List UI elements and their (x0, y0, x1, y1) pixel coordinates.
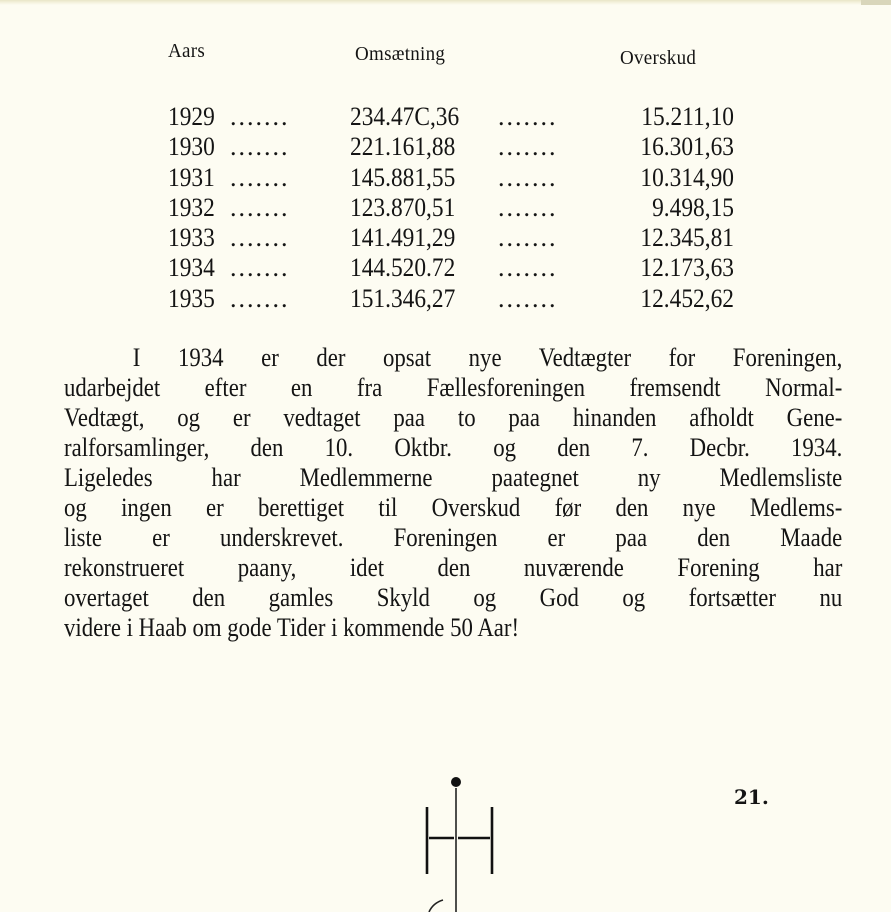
paragraph-line: Vedtægt, og er vedtaget paa to paa hinanden afholdt Gene- (64, 402, 843, 432)
row-leader: ....... (498, 132, 558, 162)
row-leader: ....... (498, 162, 558, 192)
row-surplus: 16.301,63 (640, 132, 734, 162)
row-turnover: 141.491,29 (350, 223, 456, 253)
ornament-dot (451, 777, 461, 787)
paragraph-line: liste er underskrevet. Foreningen er paa den Maade (64, 522, 843, 552)
page-number: 21. (734, 785, 769, 809)
page-corner-edge (861, 0, 891, 5)
row-leader: ....... (230, 223, 290, 253)
row-turnover: 221.161,88 (350, 132, 456, 162)
row-leader: ....... (498, 253, 558, 283)
row-turnover: 151.346,27 (350, 283, 456, 313)
row-surplus: 12.345,81 (640, 223, 734, 253)
row-year: 1935 (168, 283, 215, 313)
row-leader: ....... (498, 283, 558, 313)
row-leader: ....... (498, 102, 558, 131)
row-leader: ....... (498, 192, 558, 222)
row-year: 1929 (168, 102, 215, 131)
row-leader: ....... (498, 223, 558, 253)
page-top-edge (0, 0, 891, 5)
header-year: Aars (168, 40, 206, 62)
row-leader: ....... (230, 283, 290, 313)
header-surplus: Overskud (620, 47, 697, 69)
row-leader: ....... (230, 253, 290, 283)
paragraph-line: og ingen er berettiget til Overskud før den nye Medlems- (64, 492, 843, 522)
paragraph-line: ralforsamlinger, den 10. Oktbr. og den 7. Decbr. 1934. (64, 432, 843, 462)
monogram-ornament-icon (415, 770, 505, 912)
ornament-curl (429, 900, 443, 912)
row-leader: ....... (230, 162, 290, 192)
paragraph-line: videre i Haab om gode Tider i kommende 50 Aar! (64, 612, 520, 642)
body-paragraph (64, 342, 842, 642)
row-surplus: 12.452,62 (640, 283, 734, 313)
row-year: 1932 (168, 192, 215, 222)
row-leader: ....... (230, 102, 290, 131)
row-year: 1931 (168, 162, 215, 192)
header-turnover: Omsætning (355, 43, 446, 65)
paragraph-line: udarbejdet efter en fra Fællesforeningen fremsendt Normal- (64, 372, 843, 402)
paragraph-line: Ligeledes har Medlemmerne paategnet ny Medlemsliste (64, 462, 843, 492)
row-surplus: 12.173,63 (640, 253, 734, 283)
row-year: 1933 (168, 223, 215, 253)
row-leader: ....... (230, 132, 290, 162)
row-year: 1934 (168, 253, 215, 283)
row-leader: ....... (230, 192, 290, 222)
row-surplus: 15.211,10 (641, 102, 734, 131)
row-surplus: 9.498,15 (652, 192, 734, 222)
row-turnover: 123.870,51 (350, 192, 456, 222)
row-turnover: 145.881,55 (350, 162, 456, 192)
row-turnover: 234.47C,36 (350, 102, 460, 131)
paragraph-line: I 1934 er der opsat nye Vedtægter for Foreningen, (132, 342, 843, 372)
row-year: 1930 (168, 132, 215, 162)
row-surplus: 10.314,90 (640, 162, 734, 192)
paragraph-line: rekonstrueret paany, idet den nuværende Forening har (64, 552, 843, 582)
paragraph-line: overtaget den gamles Skyld og God og fortsætter nu (64, 582, 843, 612)
row-turnover: 144.520.72 (350, 253, 456, 283)
